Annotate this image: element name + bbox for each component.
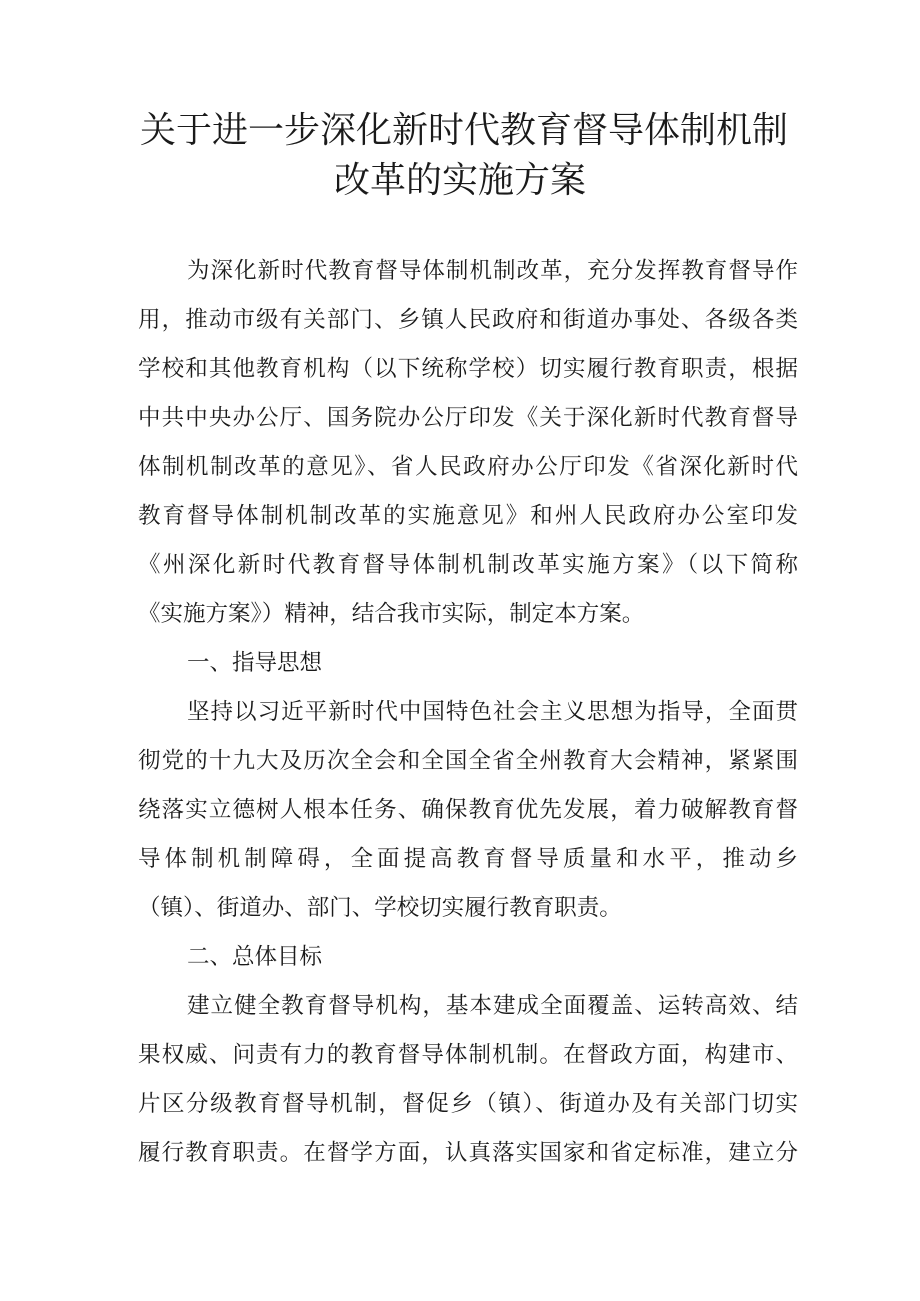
document-title-line-1: 关于进一步深化新时代教育督导体制机制 bbox=[140, 110, 789, 151]
intro-line: 学校和其他教育机构（以下统称学校）切实履行教育职责，根据 bbox=[138, 356, 798, 382]
intro-line: 用，推动市级有关部门、乡镇人民政府和街道办事处、各级各类 bbox=[138, 307, 798, 333]
section2-line: 履行教育职责。在督学方面，认真落实国家和省定标准，建立分 bbox=[138, 1140, 798, 1166]
section1-line: 彻党的十九大及历次全会和全国全省全州教育大会精神，紧紧围 bbox=[138, 748, 798, 774]
section2-line: 建立健全教育督导机构，基本建成全面覆盖、运转高效、结 bbox=[187, 993, 798, 1019]
intro-line: 中共中央办公厅、国务院办公厅印发《关于深化新时代教育督导 bbox=[138, 405, 798, 431]
section1-line: 导体制机制障碍，全面提高教育督导质量和水平，推动乡 bbox=[138, 846, 798, 872]
section1-line: 绕落实立德树人根本任务、确保教育优先发展，着力破解教育督 bbox=[138, 797, 798, 823]
section2-line: 片区分级教育督导机制，督促乡（镇）、街道办及有关部门切实 bbox=[138, 1091, 798, 1117]
section-heading-overall-goals: 二、总体目标 bbox=[187, 944, 323, 970]
intro-line: 体制机制改革的意见》、省人民政府办公厅印发《省深化新时代 bbox=[138, 454, 798, 480]
intro-line: 为深化新时代教育督导体制机制改革，充分发挥教育督导作 bbox=[187, 258, 798, 284]
section1-line: （镇）、街道办、部门、学校切实履行教育职责。 bbox=[138, 895, 622, 921]
section1-line: 坚持以习近平新时代中国特色社会主义思想为指导，全面贯 bbox=[187, 699, 798, 725]
intro-line: 教育督导体制机制改革的实施意见》和州人民政府办公室印发 bbox=[138, 503, 798, 529]
section-heading-guiding-ideology: 一、指导思想 bbox=[187, 650, 323, 676]
intro-line: 《实施方案》）精神，结合我市实际，制定本方案。 bbox=[138, 601, 645, 627]
section2-line: 果权威、问责有力的教育督导体制机制。在督政方面，构建市、 bbox=[138, 1042, 798, 1068]
document-title-line-2: 改革的实施方案 bbox=[333, 160, 586, 201]
intro-line: 《州深化新时代教育督导体制机制改革实施方案》（以下简称 bbox=[138, 552, 798, 578]
